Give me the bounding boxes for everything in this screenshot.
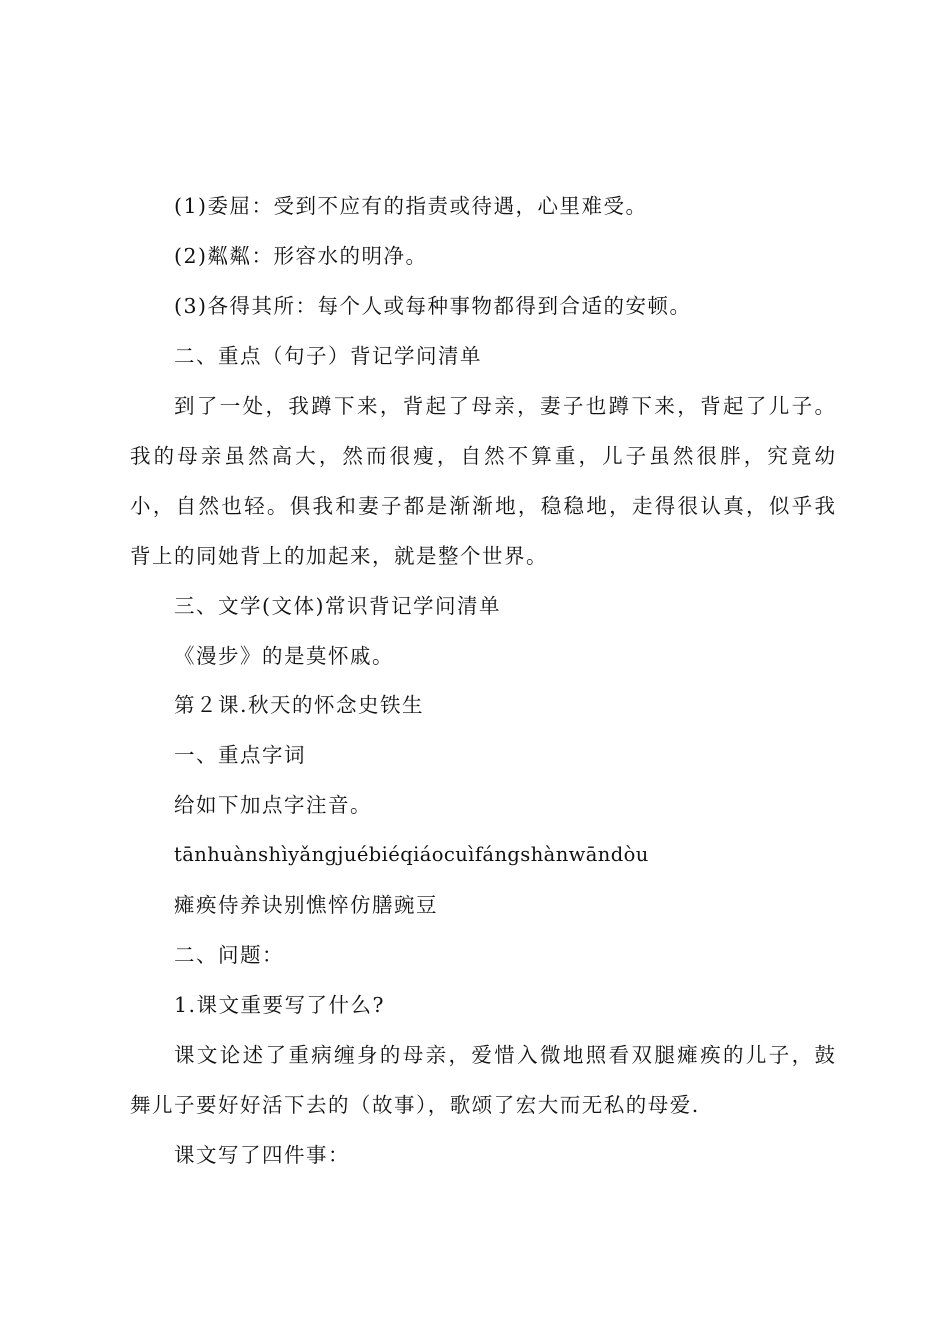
answer-line: 舞儿子要好好活下去的（故事），歌颂了宏大而无私的母爱. <box>130 1093 700 1117</box>
paragraph-line: 到了一处，我蹲下来，背起了母亲，妻子也蹲下来，背起了儿子。 <box>174 394 835 418</box>
instruction-text: 给如下加点字注音。 <box>174 793 372 817</box>
four-events-intro: 课文写了四件事： <box>174 1143 350 1167</box>
definition-weiqu: (1)委屈：受到不应有的指责或待遇，心里难受。 <box>174 194 648 218</box>
paragraph-line: 背上的同她背上的加起来，就是整个世界。 <box>130 544 548 568</box>
section-heading-literature: 三、文学(文体)常识背记学问清单 <box>174 594 501 618</box>
section-heading-questions: 二、问题： <box>174 943 284 967</box>
answer-line: 课文论述了重病缠身的母亲，爱惜入微地照看双腿瘫痪的儿子，鼓 <box>174 1043 835 1067</box>
pinyin-line: tānhuànshìyǎngjuébiéqiáocuìfángshànwāndòu <box>174 843 649 866</box>
question-1: 1.课文重要写了什么? <box>174 993 386 1017</box>
definition-gedeqisuo: (3)各得其所：每个人或每种事物都得到合适的安顿。 <box>174 294 692 318</box>
paragraph-line: 小，自然也轻。俱我和妻子都是渐渐地，稳稳地，走得很认真，似乎我 <box>130 494 835 518</box>
author-note: 《漫步》的是莫怀戚。 <box>174 644 394 668</box>
lesson-title: 第２课.秋天的怀念史铁生 <box>174 693 425 717</box>
vocabulary-line: 瘫痪侍养诀别憔悴仿膳豌豆 <box>174 893 438 917</box>
paragraph-line: 我的母亲虽然高大，然而很瘦，自然不算重，儿子虽然很胖，究竟幼 <box>130 444 835 468</box>
section-heading-key-words: 一、重点字词 <box>174 743 306 767</box>
section-heading-key-sentences: 二、重点（句子）背记学问清单 <box>174 344 482 368</box>
definition-linlin: (2)粼粼：形容水的明净。 <box>174 244 428 268</box>
